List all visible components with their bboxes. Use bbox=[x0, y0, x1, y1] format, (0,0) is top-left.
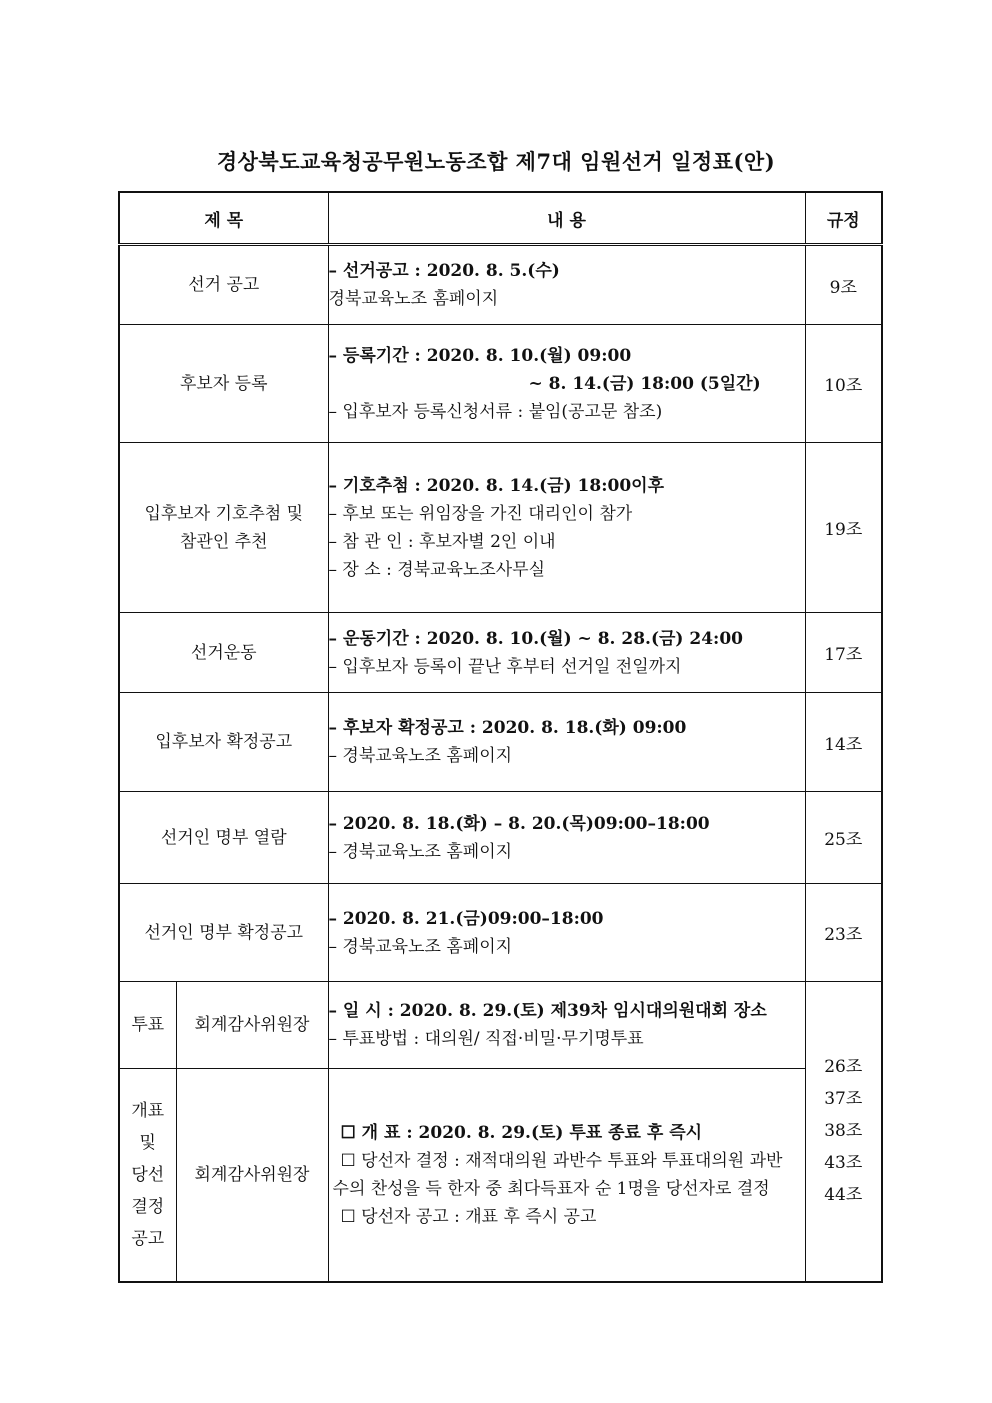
content-line: – 입후보자 등록신청서류 : 붙임(공고문 참조) bbox=[328, 401, 663, 422]
table-row bbox=[119, 443, 882, 613]
content-line: – 경북교육노조 홈페이지 bbox=[328, 936, 513, 957]
row-content bbox=[328, 1069, 805, 1282]
row-subject: 선거운동 bbox=[119, 613, 328, 693]
content-line: 경북교육노조 홈페이지 bbox=[328, 289, 499, 309]
rule-item: 37조 bbox=[824, 1089, 863, 1110]
table-header-row bbox=[119, 192, 882, 245]
row-rule: 23조 bbox=[805, 884, 882, 982]
content-line: – 참 관 인 : 후보자별 2인 이내 bbox=[328, 531, 556, 552]
subject-line: 입후보자 기호추첨 및 bbox=[144, 503, 304, 524]
row-rule: 9조 bbox=[805, 245, 882, 325]
row-subject: 선거인 명부 확정공고 bbox=[119, 884, 328, 982]
content-line: – 2020. 8. 18.(화) – 8. 20.(목)09:00–18:00 bbox=[328, 813, 710, 834]
content-line: – 후보 또는 위임장을 가진 대리인이 참가 bbox=[328, 503, 633, 524]
rule-item: 26조 bbox=[824, 1057, 863, 1078]
shared-rule-list bbox=[805, 982, 882, 1282]
table-row bbox=[119, 325, 882, 443]
header-subject: 제 목 bbox=[119, 192, 328, 245]
row-content bbox=[328, 325, 805, 443]
row-content bbox=[328, 792, 805, 884]
table-row bbox=[119, 693, 882, 792]
content-line: – 경북교육노조 홈페이지 bbox=[328, 746, 513, 766]
row-subject: 회계감사위원장 bbox=[176, 982, 328, 1069]
category-line: 결정 bbox=[131, 1196, 165, 1217]
content-line: – 선거공고 : 2020. 8. 5.(수) bbox=[328, 261, 560, 281]
row-category bbox=[119, 1069, 176, 1282]
content-line: ☐ 당선자 공고 : 개표 후 즉시 공고 bbox=[340, 1206, 597, 1227]
table-row bbox=[119, 792, 882, 884]
category-line: 공고 bbox=[131, 1228, 165, 1249]
row-rule: 17조 bbox=[805, 613, 882, 693]
table-row bbox=[119, 1069, 882, 1282]
row-rule: 14조 bbox=[805, 693, 882, 792]
row-subject: 선거 공고 bbox=[119, 245, 328, 325]
row-rule: 25조 bbox=[805, 792, 882, 884]
content-line: – 경북교육노조 홈페이지 bbox=[328, 841, 513, 862]
rule-item: 44조 bbox=[824, 1185, 863, 1206]
content-line: – 2020. 8. 21.(금)09:00–18:00 bbox=[328, 908, 604, 929]
election-schedule-table bbox=[118, 191, 883, 1283]
row-content bbox=[328, 693, 805, 792]
content-text: ☐ 개 표 : 2020. 8. 29.(토) 투표 종료 후 즉시 bbox=[340, 1122, 703, 1143]
row-content bbox=[328, 443, 805, 613]
content-line: – 기호추첨 : 2020. 8. 14.(금) 18:00이후 bbox=[328, 475, 664, 496]
content-line: ~ 8. 14.(금) 18:00 (5일간) bbox=[528, 373, 761, 394]
content-line: ☐ 당선자 결정 : 재적대의원 과반수 투표와 투표대의원 과반 bbox=[340, 1150, 783, 1171]
content-line: – 투표방법 : 대의원/ 직접·비밀·무기명투표 bbox=[328, 1029, 644, 1049]
row-subject: 선거인 명부 열람 bbox=[119, 792, 328, 884]
row-category: 투표 bbox=[119, 982, 176, 1069]
content-line: 수의 찬성을 득 한자 중 최다득표자 순 1명을 당선자로 결정 bbox=[332, 1178, 770, 1199]
row-content bbox=[328, 982, 805, 1069]
table-row bbox=[119, 982, 882, 1069]
content-line: – 운동기간 : 2020. 8. 10.(월) ~ 8. 28.(금) 24:00 bbox=[328, 628, 743, 649]
row-content bbox=[328, 613, 805, 693]
content-line: – 입후보자 등록이 끝난 후부터 선거일 전일까지 bbox=[328, 656, 682, 677]
row-content bbox=[328, 245, 805, 325]
content-line: – 장 소 : 경북교육노조사무실 bbox=[328, 559, 546, 580]
subject-line: 참관인 추천 bbox=[180, 531, 268, 552]
document-title: 경상북도교육청공무원노동조합 제7대 임원선거 일정표(안) bbox=[216, 149, 776, 174]
row-rule: 10조 bbox=[805, 325, 882, 443]
row-subject bbox=[119, 443, 328, 613]
rule-item: 38조 bbox=[824, 1121, 863, 1142]
row-content bbox=[328, 884, 805, 982]
table-row bbox=[119, 245, 882, 325]
table-row bbox=[119, 613, 882, 693]
category-line: 개표 bbox=[131, 1100, 165, 1121]
category-line: 및 bbox=[139, 1132, 156, 1153]
content-line bbox=[333, 1119, 805, 1147]
row-rule: 19조 bbox=[805, 443, 882, 613]
rule-item: 43조 bbox=[824, 1153, 863, 1174]
row-subject: 입후보자 확정공고 bbox=[119, 693, 328, 792]
content-line: – 등록기간 : 2020. 8. 10.(월) 09:00 bbox=[328, 345, 632, 366]
table-row bbox=[119, 884, 882, 982]
content-line: – 일 시 : 2020. 8. 29.(토) 제39차 임시대의원대회 장소 bbox=[328, 1001, 767, 1021]
header-content: 내 용 bbox=[328, 192, 805, 245]
category-line: 당선 bbox=[131, 1164, 165, 1185]
row-subject: 후보자 등록 bbox=[119, 325, 328, 443]
header-rule: 규정 bbox=[805, 192, 882, 245]
row-subject: 회계감사위원장 bbox=[176, 1069, 328, 1282]
content-line: – 후보자 확정공고 : 2020. 8. 18.(화) 09:00 bbox=[328, 718, 687, 738]
